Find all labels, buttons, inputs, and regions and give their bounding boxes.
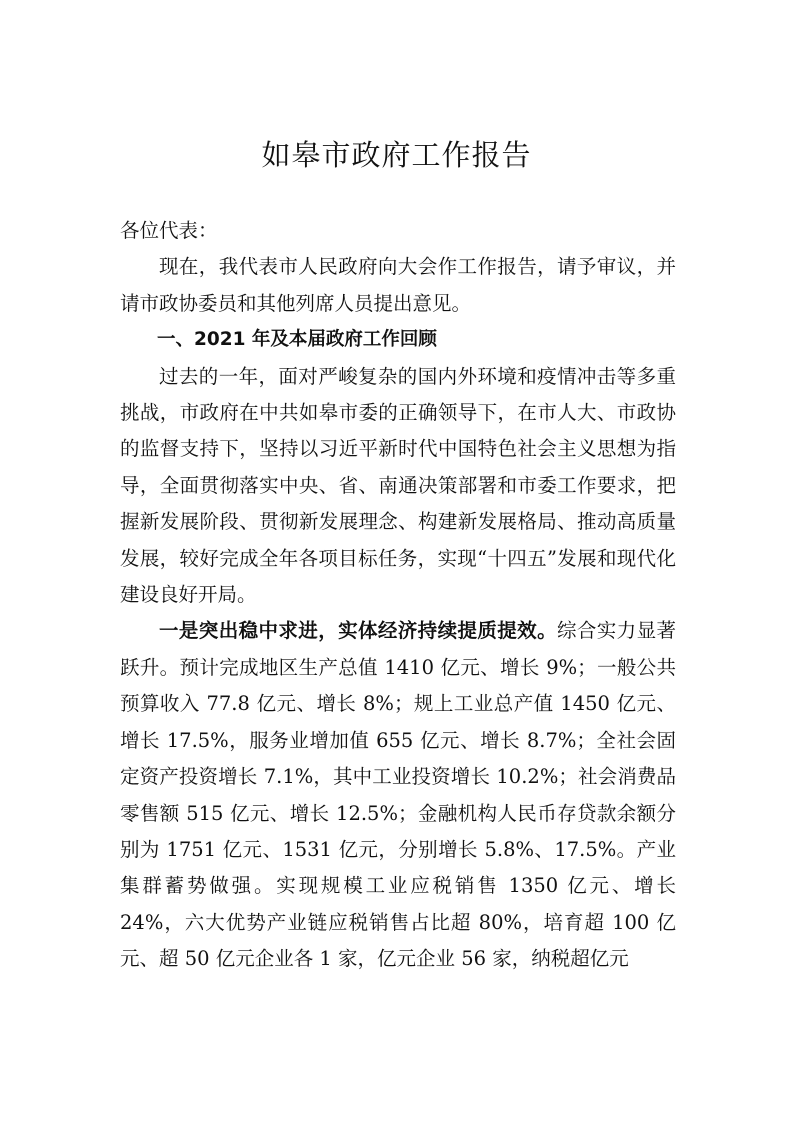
salutation: 各位代表： — [120, 219, 218, 242]
point-one-text: 综合实力显著跃升。预计完成地区生产总值 1410 亿元、增长 9%；一般公共预算收入 77.8 亿元、增长 8%；规上工业总产值 1450 亿元、增长 17.5%，服务业增加值 655 亿元、增长 8.7%；全社会固定资产投资增长 7.1%，其中工业投资增长 10.2%；社会消费品零售额 515 亿元、增长 12.5%；金融机构人民币存贷款余额分别为 1751 亿元、1531 亿元，分别增长 5.8%、17.5%。产业集群蓄势做强。实现规模工业应税销售 1350 亿元、增长 24%，六大优势产业链应税销售占比超 80%，培育超 100 亿元、超 50 亿元企业各 1 家，亿元企业 56 家，纳税超亿元 — [120, 619, 676, 971]
point-one-paragraph — [120, 613, 676, 977]
document-body — [120, 213, 676, 978]
review-paragraph: 过去的一年，面对严峻复杂的国内外环境和疫情冲击等多重挑战，市政府在中共如皋市委的正确领导下，在市人大、市政协的监督支持下，坚持以习近平新时代中国特色社会主义思想为指导，全面贯彻落实中央、省、南通决策部署和市委工作要求，把握新发展阶段、贯彻新发展理念、构建新发展格局、推动高质量发展，较好完成全年各项目标任务，实现“十四五”发展和现代化建设良好开局。 — [120, 364, 676, 607]
point-one-lead: 一是突出稳中求进，实体经济持续提质提效。 — [159, 619, 557, 643]
section-heading: 一、2021 年及本届政府工作回顾 — [157, 329, 437, 351]
intro-paragraph: 现在，我代表市人民政府向大会作工作报告，请予审议，并请市政协委员和其他列席人员提出意见。 — [120, 255, 676, 315]
document-title: 如皋市政府工作报告 — [261, 138, 532, 172]
